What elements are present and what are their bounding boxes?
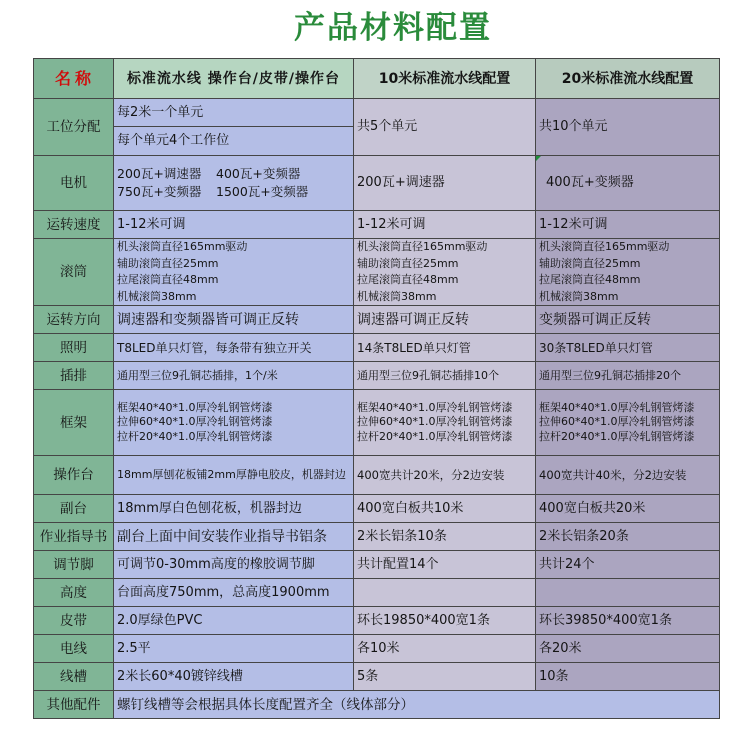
standard-cell [114,239,354,306]
header-20m-config: 20米标准流水线配置 [536,59,720,99]
row-label: 运转速度 [34,211,114,239]
row-adjustable-foot [34,551,720,579]
config-10m-cell: 共计配置14个 [354,551,536,579]
cell-line: 框架40*40*1.0厚冷轧钢管烤漆 [539,400,695,414]
standard-cell: T8LED单只灯管，每条带有独立开关 [114,334,354,362]
config-10m-cell: 5条 [354,663,536,691]
config-20m-cell: 400宽共计40米，分2边安装 [536,456,720,495]
row-height [34,579,720,607]
cell-line: 200瓦+调速器 [117,166,202,181]
cell-marker-icon [536,156,541,161]
config-20m-cell: 各20米 [536,635,720,663]
config-table [33,58,720,719]
standard-cell: 可调节0-30mm高度的橡胶调节脚 [114,551,354,579]
row-workstation-allocation [34,99,720,127]
cell-line: 拉伸60*40*1.0厚冷轧钢管烤漆 [539,415,695,429]
row-label: 插排 [34,362,114,390]
config-10m-cell: 200瓦+调速器 [354,156,536,211]
config-10m-cell: 1-12米可调 [354,211,536,239]
cell-line: 拉杆20*40*1.0厚冷轧钢管烤漆 [357,429,513,443]
config-10m-cell: 各10米 [354,635,536,663]
cell-line: 拉杆20*40*1.0厚冷轧钢管烤漆 [539,429,695,443]
cell-line: 拉尾滚筒直径48mm [539,273,641,286]
page-title: 产品材料配置 [294,10,492,46]
row-roller [34,239,720,306]
standard-cell: 副台上面中间安装作业指导书铝条 [114,523,354,551]
config-20m-cell: 400宽白板共20米 [536,495,720,523]
standard-cell: 通用型三位9孔铜芯插排，1个/米 [114,362,354,390]
standard-cell [114,156,354,211]
config-10m-cell: 调速器可调正反转 [354,306,536,334]
row-other-accessories [34,691,720,719]
cell-line: 拉杆20*40*1.0厚冷轧钢管烤漆 [117,429,273,443]
row-label: 工位分配 [34,99,114,156]
row-label: 照明 [34,334,114,362]
cell-line: 辅助滚筒直径25mm [539,256,641,270]
row-label: 电机 [34,156,114,211]
cell-line: 辅助滚筒直径25mm [357,256,459,270]
cell-line: 机头滚筒直径165mm驱动 [117,240,248,253]
standard-cell: 1-12米可调 [114,211,354,239]
row-label: 皮带 [34,607,114,635]
standard-cell: 2.5平 [114,635,354,663]
row-label: 调节脚 [34,551,114,579]
header-name: 名称 [34,59,114,99]
config-20m-cell: 1-12米可调 [536,211,720,239]
standard-cell: 每个单元4个工作位 [114,127,354,156]
cell-line: 拉尾滚筒直径48mm [117,273,219,286]
config-10m-cell: 2米长铝条10条 [354,523,536,551]
config-10m-cell: 环长19850*400宽1条 [354,607,536,635]
config-20m-cell: 10条 [536,663,720,691]
config-20m-cell: 30条T8LED单只灯管 [536,334,720,362]
row-label: 框架 [34,390,114,456]
cell-line: 400瓦+变频器 [216,166,301,181]
standard-cell: 18mm厚白色刨花板，机器封边 [114,495,354,523]
cell-line: 400瓦+变频器 [546,175,634,190]
row-power-strip [34,362,720,390]
standard-cell: 2.0厚绿色PVC [114,607,354,635]
header-10m-config: 10米标准流水线配置 [354,59,536,99]
row-frame [34,390,720,456]
header-row [34,59,720,99]
config-20m-cell: 共计24个 [536,551,720,579]
row-label: 运转方向 [34,306,114,334]
row-label: 电线 [34,635,114,663]
cell-line: 机械滚筒38mm [117,289,197,303]
row-label: 滚筒 [34,239,114,306]
row-label: 作业指导书 [34,523,114,551]
row-cable-trough [34,663,720,691]
config-10m-cell: 通用型三位9孔铜芯插排10个 [354,362,536,390]
config-20m-cell [536,390,720,456]
cell-line: 拉伸60*40*1.0厚冷轧钢管烤漆 [117,415,273,429]
row-label: 操作台 [34,456,114,495]
cell-line: 机械滚筒38mm [539,289,619,303]
standard-cell: 2米长60*40镀锌线槽 [114,663,354,691]
config-20m-cell: 环长39850*400宽1条 [536,607,720,635]
config-20m-cell: 变频器可调正反转 [536,306,720,334]
standard-cell: 每2米一个单元 [114,99,354,127]
standard-cell: 调速器和变频器皆可调正反转 [114,306,354,334]
row-work-instruction [34,523,720,551]
config-10m-cell [354,390,536,456]
cell-line: 辅助滚筒直径25mm [117,256,219,270]
row-side-table [34,495,720,523]
cell-line: 拉尾滚筒直径48mm [357,273,459,286]
standard-cell [114,390,354,456]
motor-options-grid [117,165,350,201]
config-10m-cell: 400宽共计20米，分2边安装 [354,456,536,495]
cell-line: 框架40*40*1.0厚冷轧钢管烤漆 [357,400,513,414]
config-20m-cell: 2米长铝条20条 [536,523,720,551]
row-label: 高度 [34,579,114,607]
cell-line: 机械滚筒38mm [357,289,437,303]
row-motor [34,156,720,211]
config-20m-cell: 共10个单元 [536,99,720,156]
config-10m-cell: 14条T8LED单只灯管 [354,334,536,362]
row-lighting [34,334,720,362]
cell-line: 拉伸60*40*1.0厚冷轧钢管烤漆 [357,415,513,429]
row-running-direction [34,306,720,334]
standard-cell: 台面高度750mm，总高度1900mm [114,579,354,607]
cell-line: 机头滚筒直径165mm驱动 [539,240,670,253]
row-wire [34,635,720,663]
cell-line: 机头滚筒直径165mm驱动 [357,240,488,253]
row-belt [34,607,720,635]
row-label: 其他配件 [34,691,114,719]
row-label: 副台 [34,495,114,523]
config-10m-cell [354,239,536,306]
standard-cell-merged: 螺钉线槽等会根据具体长度配置齐全（线体部分） [114,691,720,719]
row-workbench [34,456,720,495]
cell-line: 框架40*40*1.0厚冷轧钢管烤漆 [117,400,273,414]
config-20m-cell [536,156,720,211]
config-10m-cell-empty [354,579,536,607]
cell-line: 750瓦+变频器 [117,184,202,199]
row-label: 线槽 [34,663,114,691]
config-20m-cell-empty [536,579,720,607]
config-10m-cell: 400宽白板共10米 [354,495,536,523]
row-running-speed [34,211,720,239]
config-20m-cell [536,239,720,306]
header-standard-line: 标准流水线 操作台/皮带/操作台 [114,59,354,99]
cell-line: 1500瓦+变频器 [216,184,309,199]
config-10m-cell: 共5个单元 [354,99,536,156]
standard-cell: 18mm厚刨花板铺2mm厚静电胶皮，机器封边 [114,456,354,495]
config-20m-cell: 通用型三位9孔铜芯插排20个 [536,362,720,390]
